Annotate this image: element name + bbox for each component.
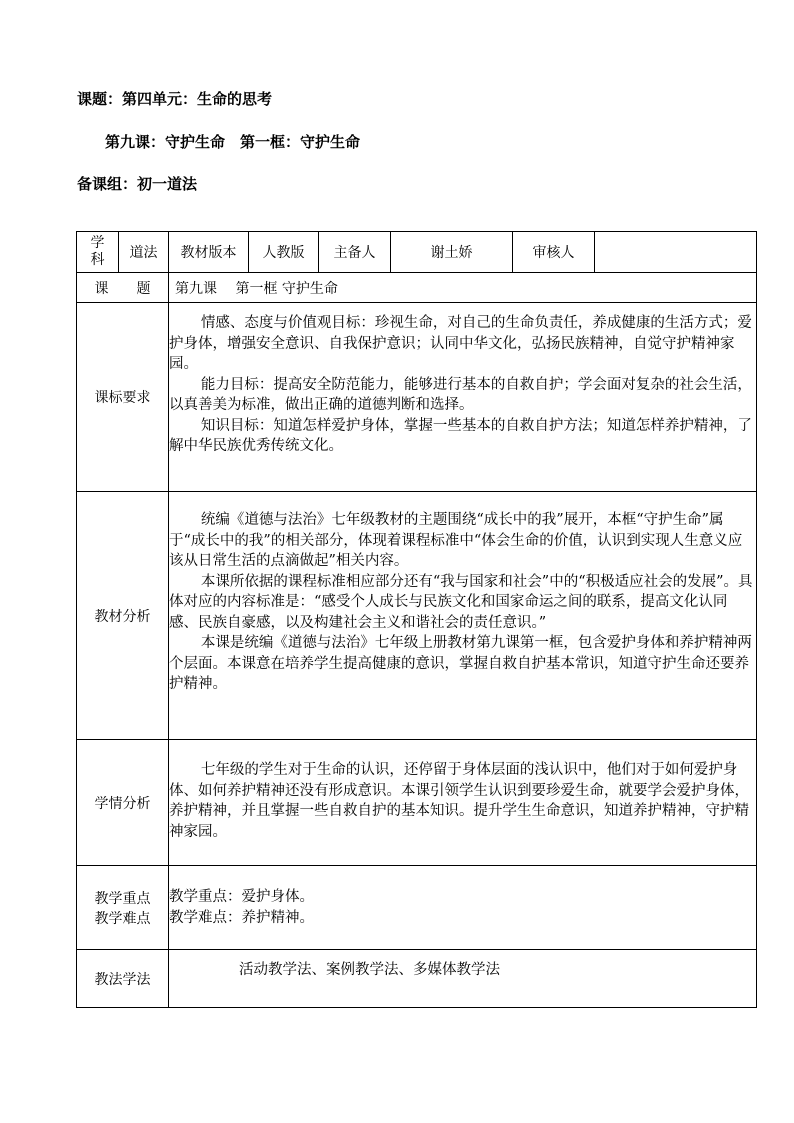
- standards-paragraph: 情感、态度与价值观目标：珍视生命，对自己的生命负责任，养成健康的生活方式；爱护身体，增强安全意识、自我保护意识；认同中华文化，弘扬民族精神，自觉守护精神家园。: [169, 315, 752, 372]
- standards-content: [169, 303, 757, 492]
- header-topic: 课题：第四单元：生命的思考: [77, 90, 273, 108]
- focus-label-key: 教学重点: [94, 890, 151, 907]
- title-row: [77, 273, 757, 303]
- subject-label-bottom: 科: [90, 252, 105, 268]
- topic-value: 第九课 第一框 守护生命: [169, 273, 757, 303]
- textbook-paragraph: 统编《道德与法治》七年级教材的主题围绕“成长中的我”展开，本框“守护生命”属于“成长中的我”的相关部分，体现着课程标准中“体会生命的价值，认识到实现人生意义应该从日常生活的点滴做起”相关内容。: [169, 512, 743, 569]
- textbook-paragraph: 本课是统编《道德与法治》七年级上册教材第九课第一框，包含爱护身体和养护精神两个层面。本课意在培养学生提高健康的意识，掌握自救自护基本常识，知道守护生命还要养护精神。: [169, 635, 752, 692]
- students-content: [169, 740, 757, 866]
- header-group: 备课组：初一道法: [77, 175, 198, 193]
- subject-label: [77, 232, 119, 273]
- students-paragraph: 七年级的学生对于生命的认识，还停留于身体层面的浅认识中，他们对于如何爱护身体、如何养护精神还没有形成意识。本课引领学生认识到要珍爱生命，就要学会爱护身体，养护精神，并且掌握一些自救自护的基本知识。提升学生生命意识，知道养护精神，守护精神家园。: [169, 762, 749, 840]
- standards-row: [77, 303, 757, 492]
- focus-key-point: 教学重点：爱护身体。: [169, 889, 314, 905]
- standards-label: [77, 303, 169, 492]
- lesson-plan-table: [76, 231, 757, 1008]
- edition-value: 人教版: [249, 232, 319, 273]
- edition-label: 教材版本: [169, 232, 249, 273]
- focus-row: [77, 866, 757, 950]
- textbook-content: [169, 492, 757, 740]
- methods-row: [77, 950, 757, 1008]
- textbook-row: [77, 492, 757, 740]
- subject-label-top: 学: [90, 235, 105, 251]
- subject-value: 道法: [119, 232, 169, 273]
- students-row: [77, 740, 757, 866]
- methods-value: 活动教学法、案例教学法、多媒体教学法: [169, 950, 757, 1008]
- textbook-label: 教材分析: [77, 492, 169, 740]
- info-row: [77, 232, 757, 273]
- header-lesson: 第九课：守护生命 第一框：守护生命: [105, 133, 361, 151]
- standards-paragraph: 能力目标：提高安全防范能力，能够进行基本的自救自护；学会面对复杂的社会生活，以真善美为标准，做出正确的道德判断和选择。: [169, 376, 752, 413]
- preparer-label: 主备人: [319, 232, 391, 273]
- focus-difficulty: 教学难点：养护精神。: [169, 909, 314, 926]
- focus-content: [169, 866, 757, 950]
- focus-label: [77, 866, 169, 950]
- standards-label-text: 课标要求: [94, 390, 151, 406]
- focus-label-difficulty: 教学难点: [94, 910, 151, 927]
- reviewer-label: 审核人: [513, 232, 595, 273]
- students-label: 学情分析: [77, 740, 169, 866]
- reviewer-value: [595, 232, 757, 273]
- textbook-paragraph: 本课所依据的课程标准相应部分还有“我与国家和社会”中的“积极适应社会的发展”。具体对应的内容标准是：“感受个人成长与民族文化和国家命运之间的联系，提高文化认同感、民族自豪感，以及构建社会主义和谐社会的责任意识。”: [169, 573, 753, 631]
- preparer-value: 谢土娇: [391, 232, 513, 273]
- methods-label: 教法学法: [77, 950, 169, 1008]
- standards-paragraph: 知识目标：知道怎样爱护身体，掌握一些基本的自救自护方法；知道怎样养护精神，了解中华民族优秀传统文化。: [169, 417, 752, 454]
- topic-label: 课 题: [77, 273, 169, 303]
